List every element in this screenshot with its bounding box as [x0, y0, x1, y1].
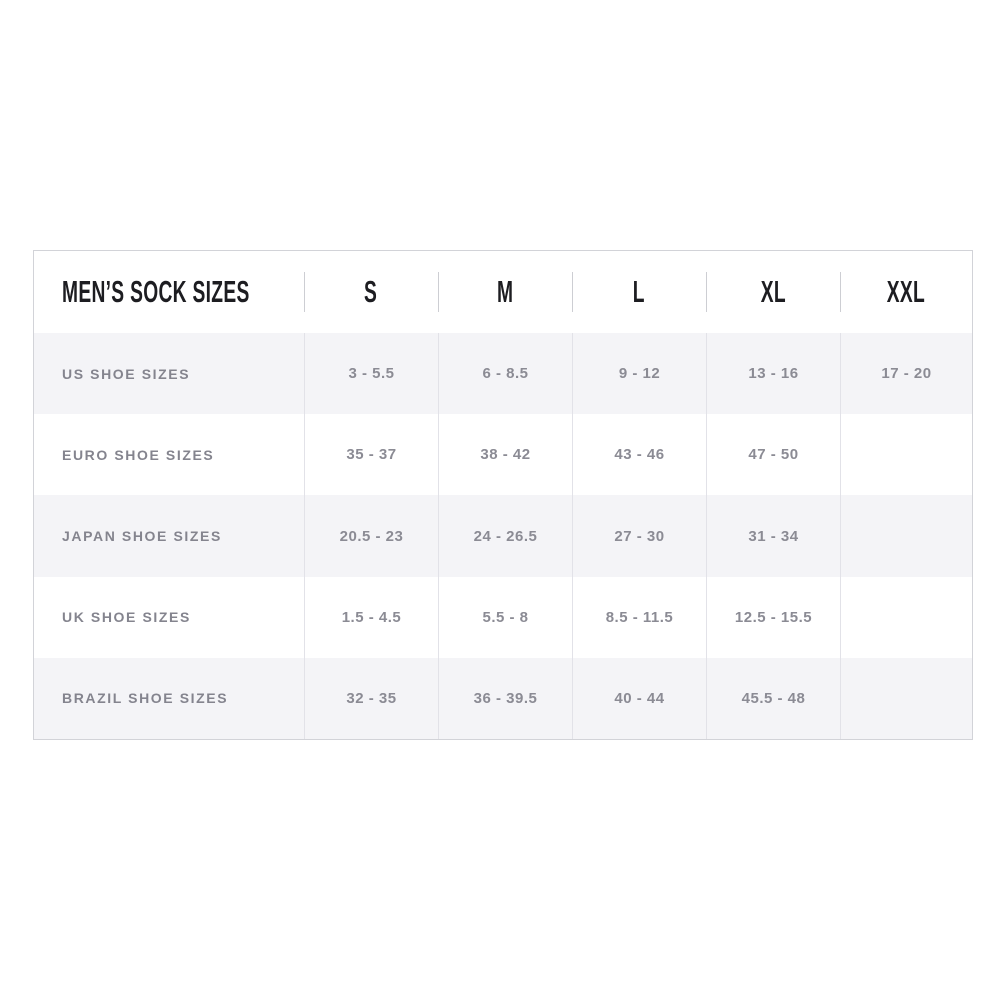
cell-euro-xl: 47 - 50	[706, 414, 840, 495]
cell-uk-xxl	[840, 577, 972, 658]
cell-brazil-xl: 45.5 - 48	[706, 658, 840, 739]
column-header-l: L	[572, 251, 706, 333]
cell-uk-xl: 12.5 - 15.5	[706, 577, 840, 658]
row-label-us: US SHOE SIZES	[62, 365, 191, 382]
cell-euro-m: 38 - 42	[438, 414, 572, 495]
cell-us-xxl: 17 - 20	[840, 333, 972, 414]
cell-uk-s: 1.5 - 4.5	[304, 577, 438, 658]
row-label-brazil: BRAZIL SHOE SIZES	[62, 690, 229, 707]
cell-brazil-s: 32 - 35	[304, 658, 438, 739]
column-header-xl: XL	[706, 251, 840, 333]
row-label-japan: JAPAN SHOE SIZES	[62, 528, 222, 544]
cell-brazil-xxl	[840, 658, 972, 739]
row-label-uk: UK SHOE SIZES	[62, 609, 191, 626]
cell-japan-s: 20.5 - 23	[304, 495, 438, 576]
cell-brazil-m: 36 - 39.5	[438, 658, 572, 739]
cell-us-xl: 13 - 16	[706, 333, 840, 414]
cell-japan-l: 27 - 30	[572, 495, 706, 576]
cell-japan-xxl	[840, 495, 972, 576]
cell-japan-m: 24 - 26.5	[438, 495, 572, 576]
cell-us-l: 9 - 12	[572, 333, 706, 414]
table-title	[34, 251, 304, 333]
table-header-row	[34, 251, 972, 333]
cell-brazil-l: 40 - 44	[572, 658, 706, 739]
table-row-uk	[34, 577, 972, 658]
table-row-japan	[34, 495, 972, 576]
column-header-m: M	[438, 251, 572, 333]
column-header-s: S	[304, 251, 438, 333]
cell-euro-l: 43 - 46	[572, 414, 706, 495]
sock-size-table	[33, 250, 973, 740]
cell-uk-m: 5.5 - 8	[438, 577, 572, 658]
table-row-euro	[34, 414, 972, 495]
row-label-euro: EURO SHOE SIZES	[62, 446, 215, 463]
table-row-us	[34, 333, 972, 414]
table-row-brazil	[34, 658, 972, 739]
cell-us-m: 6 - 8.5	[438, 333, 572, 414]
cell-uk-l: 8.5 - 11.5	[572, 577, 706, 658]
cell-euro-xxl	[840, 414, 972, 495]
table-title-text: MEN’S SOCK SIZES	[62, 274, 250, 309]
column-header-xxl: XXL	[840, 251, 972, 333]
cell-us-s: 3 - 5.5	[304, 333, 438, 414]
cell-euro-s: 35 - 37	[304, 414, 438, 495]
cell-japan-xl: 31 - 34	[706, 495, 840, 576]
